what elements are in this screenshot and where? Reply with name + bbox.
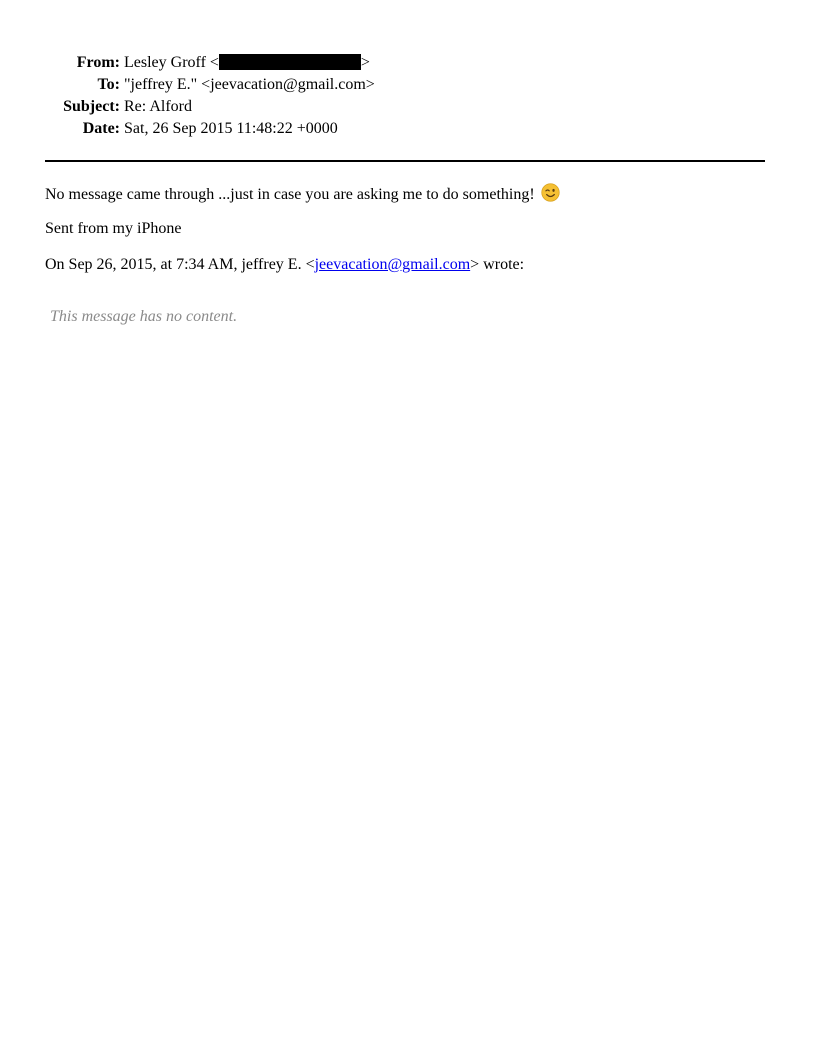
message-line xyxy=(45,183,560,205)
message-text: No message came through ...just in case you are asking me to do something! xyxy=(45,186,535,203)
quoted-email-link[interactable]: jeevacation@gmail.com xyxy=(314,256,471,273)
no-content-notice: This message has no content. xyxy=(50,308,238,325)
date-row xyxy=(0,118,816,140)
from-row xyxy=(0,52,816,74)
to-value: "jeffrey E." <jeevacation@gmail.com> xyxy=(124,76,375,93)
from-value xyxy=(124,52,370,74)
signature-line: Sent from my iPhone xyxy=(45,220,182,237)
redacted-email-block xyxy=(219,54,361,70)
quote-intro xyxy=(45,255,524,275)
subject-row xyxy=(0,96,816,118)
header-divider xyxy=(45,160,765,162)
quote-intro-prefix: On Sep 26, 2015, at 7:34 AM, jeffrey E. < xyxy=(45,256,315,273)
winking-face-icon xyxy=(541,183,560,202)
from-suffix: > xyxy=(360,54,370,71)
subject-label: Subject: xyxy=(63,98,120,115)
to-row xyxy=(0,74,816,96)
quote-intro-suffix: > wrote: xyxy=(470,256,525,273)
subject-value: Re: Alford xyxy=(124,98,192,115)
to-label: To: xyxy=(97,76,120,93)
from-name: Lesley Groff < xyxy=(124,54,219,71)
from-label: From: xyxy=(76,54,120,71)
date-label: Date: xyxy=(82,120,120,137)
date-value: Sat, 26 Sep 2015 11:48:22 +0000 xyxy=(124,120,338,137)
email-header xyxy=(0,52,816,140)
